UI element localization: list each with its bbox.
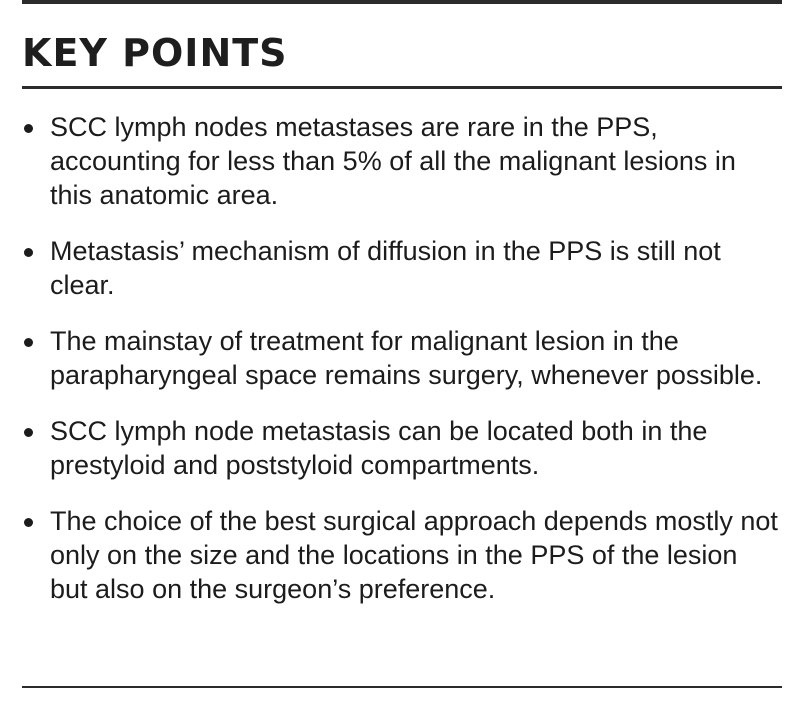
list-item	[22, 324, 782, 392]
bullet-icon	[24, 428, 33, 437]
point-text: SCC lymph node metastasis can be located both in the prestyloid and poststyloid compartments.	[50, 416, 708, 480]
point-text: The mainstay of treatment for malignant lesion in the parapharyngeal space remains surgery, whenever possible.	[50, 326, 763, 390]
list-item	[22, 414, 782, 482]
list-item	[22, 110, 782, 212]
bullet-icon	[24, 124, 33, 133]
list-item	[22, 504, 782, 606]
point-text: The choice of the best surgical approach depends mostly not only on the size and the locations in the PPS of the lesion but also on the surgeon’s preference.	[50, 506, 778, 604]
bullet-icon	[24, 248, 33, 257]
title-bar	[22, 0, 782, 92]
point-text: Metastasis’ mechanism of diffusion in the PPS is still not clear.	[50, 236, 721, 300]
point-text: SCC lymph nodes metastases are rare in the PPS, accounting for less than 5% of all the malignant lesions in this anatomic area.	[50, 112, 736, 210]
bullet-icon	[24, 518, 33, 527]
bottom-divider	[22, 686, 782, 688]
page-title: KEY POINTS	[22, 31, 288, 75]
title-divider	[22, 86, 782, 89]
list-item	[22, 234, 782, 302]
key-points-list	[22, 110, 782, 628]
bullet-icon	[24, 338, 33, 347]
